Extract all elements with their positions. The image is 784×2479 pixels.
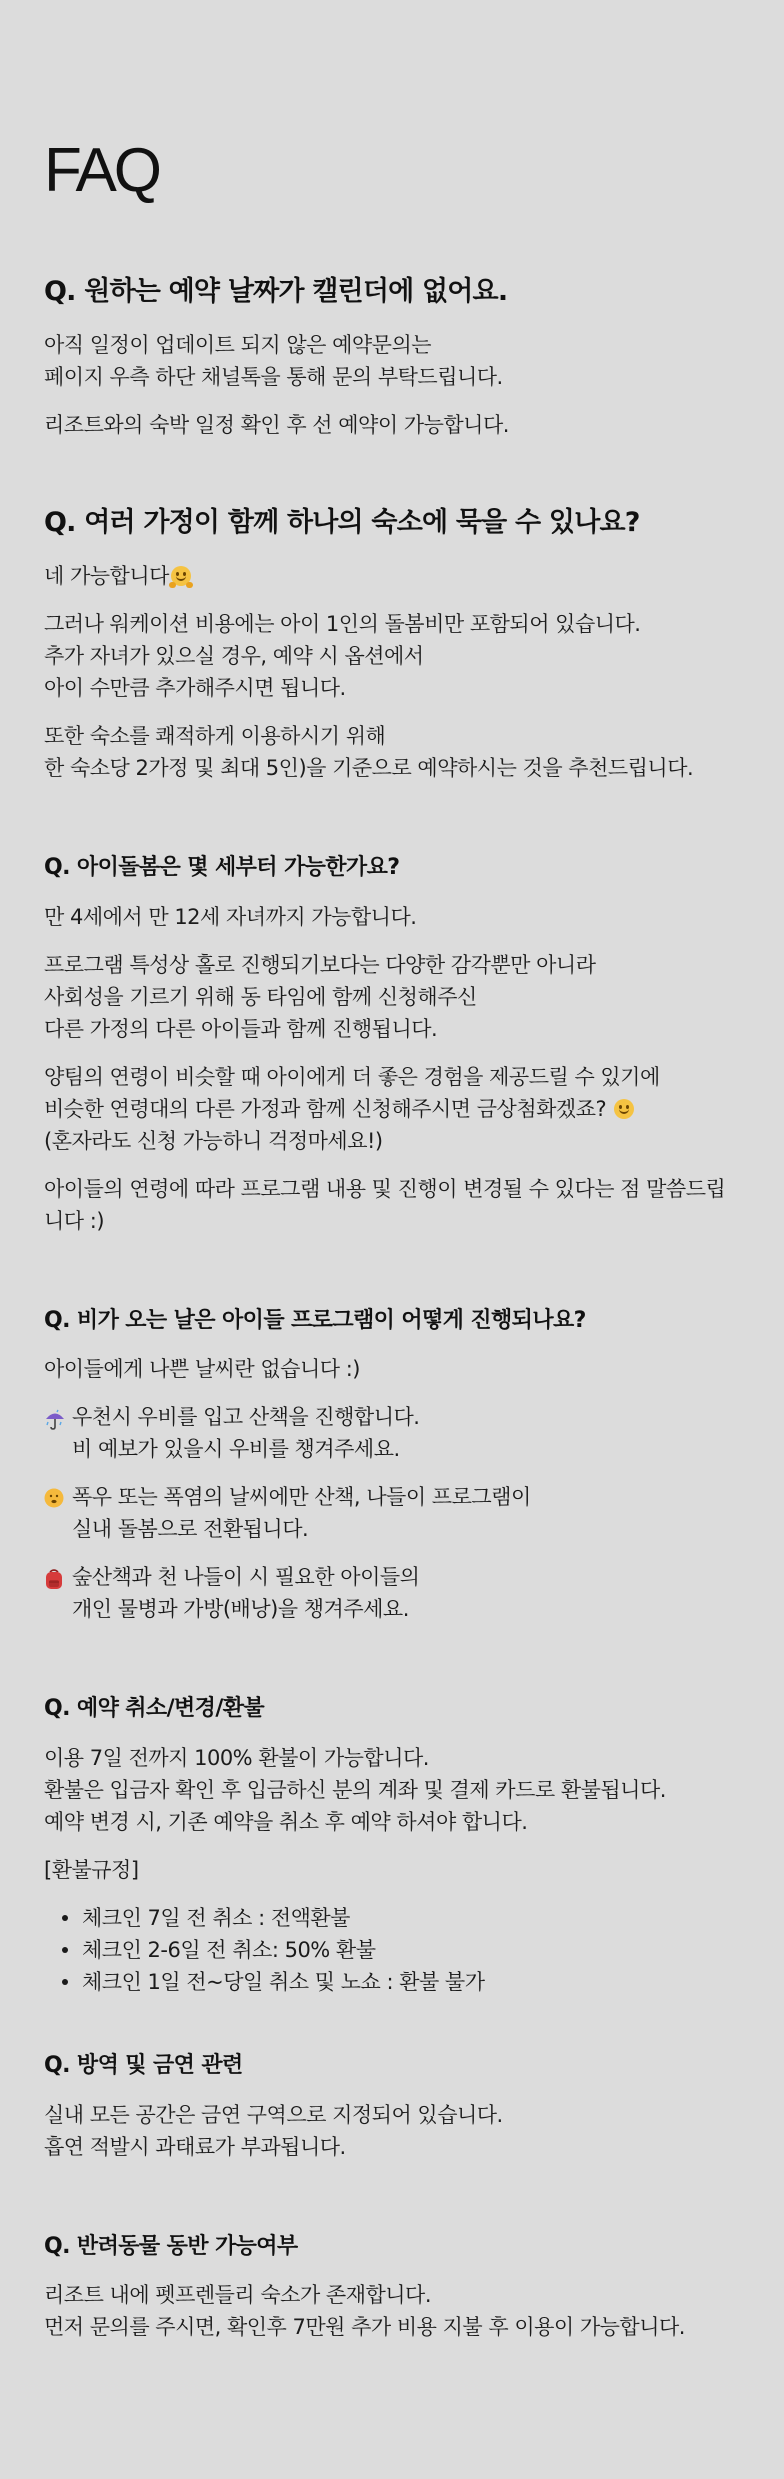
faq-answer-paragraph [44, 1742, 740, 1838]
faq-answer-paragraph [44, 1061, 740, 1157]
rain-tip-item [44, 1561, 740, 1625]
faq-question: Q. 방역 및 금연 관련 [44, 2052, 243, 2078]
faq-answer-paragraph [44, 1353, 740, 1385]
answer-line: 폭우 또는 폭염의 날씨에만 산책, 나들이 프로그램이 [72, 1485, 531, 1510]
faq-question: Q. 원하는 예약 날짜가 캘린더에 없어요. [44, 276, 508, 307]
answer-line: 리조트와의 숙박 일정 확인 후 선 예약이 가능합니다. [44, 413, 509, 438]
answer-line: 이용 7일 전까지 100% 환불이 가능합니다. [44, 1745, 429, 1770]
answer-line: 양팀의 연령이 비슷할 때 아이에게 더 좋은 경험을 제공드릴 수 있기에 [44, 1064, 660, 1089]
faq-answer-paragraph [44, 1173, 740, 1237]
faq-answer-paragraph [44, 2279, 740, 2343]
faq-answer-paragraph [44, 901, 740, 933]
faq-section-refund [44, 1695, 740, 1998]
refund-rules-list [44, 1902, 740, 1998]
answer-line: 예약 변경 시, 기존 예약을 취소 후 예약 하셔야 합니다. [44, 1809, 528, 1834]
answer-line: 실내 돌봄으로 전환됩니다. [72, 1517, 309, 1542]
answer-line: 아이들에게 나쁜 날씨란 없습니다 :) [44, 1357, 360, 1382]
faq-answer-paragraph [44, 2099, 740, 2163]
faq-section-calendar [44, 274, 740, 441]
answer-line: 네 가능합니다 [44, 564, 169, 589]
hugging-face-emoji-icon [171, 566, 191, 586]
umbrella-rain-icon [44, 1401, 72, 1430]
answer-line: 우천시 우비를 입고 산책을 진행합니다. [72, 1405, 420, 1430]
backpack-icon [44, 1561, 72, 1590]
answer-line: 추가 자녀가 있으실 경우, 예약 시 옵션에서 [44, 644, 424, 669]
answer-line: 비 예보가 있을시 우비를 챙겨주세요. [72, 1437, 400, 1462]
faq-section-smoking [44, 2052, 740, 2163]
refund-policy-heading: [환불규정] [44, 1857, 139, 1882]
answer-line: 아이들의 연령에 따라 프로그램 내용 및 진행이 변경될 수 있다는 점 말씀드립니다 :) [44, 1176, 726, 1233]
answer-line: 리조트 내에 펫프렌들리 숙소가 존재합니다. [44, 2283, 432, 2308]
answer-line: 아직 일정이 업데이트 되지 않은 예약문의는 [44, 333, 432, 358]
answer-line: 또한 숙소를 쾌적하게 이용하시기 위해 [44, 724, 386, 749]
answer-line: 아이 수만큼 추가해주시면 됩니다. [44, 676, 346, 701]
faq-question: Q. 비가 오는 날은 아이들 프로그램이 어떻게 진행되나요? [44, 1307, 586, 1333]
faq-question: Q. 여러 가정이 함께 하나의 숙소에 묵을 수 있나요? [44, 507, 640, 539]
answer-line: 만 4세에서 만 12세 자녀까지 가능합니다. [44, 904, 417, 929]
answer-line: 다른 가정의 다른 아이들과 함께 진행됩니다. [44, 1016, 438, 1041]
faq-answer-paragraph [44, 409, 740, 441]
list-item: 체크인 7일 전 취소 : 전액환불 [62, 1902, 740, 1934]
faq-answer-paragraph [44, 329, 740, 393]
list-item: 체크인 2-6일 전 취소: 50% 환불 [62, 1934, 740, 1966]
faq-answer-paragraph [44, 949, 740, 1045]
list-item: 체크인 1일 전~당일 취소 및 노쇼 : 환불 불가 [62, 1966, 740, 1998]
faq-question: Q. 반려동물 동반 가능여부 [44, 2233, 298, 2259]
rain-tip-item [44, 1481, 740, 1545]
answer-line: 프로그램 특성상 홀로 진행되기보다는 다양한 감각뿐만 아니라 [44, 952, 596, 977]
page-title: FAQ [44, 136, 160, 205]
faq-section-pets [44, 2233, 740, 2344]
answer-line: 사회성을 기르기 위해 동 타임에 함께 신청해주신 [44, 984, 477, 1009]
faq-question: Q. 아이돌봄은 몇 세부터 가능한가요? [44, 855, 400, 881]
faq-section-multiple-families [44, 505, 740, 784]
rain-tip-item [44, 1401, 740, 1465]
answer-line: 페이지 우측 하단 채널톡을 통해 문의 부탁드립니다. [44, 365, 503, 390]
faq-answer-paragraph [44, 608, 740, 704]
faq-answer-paragraph [44, 1854, 740, 1886]
answer-line: 흡연 적발시 과태료가 부과됩니다. [44, 2134, 346, 2159]
faq-answer-paragraph [44, 560, 740, 592]
faq-section-rainy-day [44, 1307, 740, 1626]
answer-line: 실내 모든 공간은 금연 구역으로 지정되어 있습니다. [44, 2102, 503, 2127]
answer-line: 그러나 워케이션 비용에는 아이 1인의 돌봄비만 포함되어 있습니다. [44, 612, 641, 637]
answer-line: (혼자라도 신청 가능하니 걱정마세요!) [44, 1128, 383, 1153]
faq-section-childcare-age [44, 854, 740, 1237]
answer-line: 비슷한 연령대의 다른 가정과 함께 신청해주시면 금상첨화겠죠? [44, 1096, 607, 1121]
answer-line: 환불은 입금자 확인 후 입금하신 분의 계좌 및 결제 카드로 환불됩니다. [44, 1777, 666, 1802]
answer-line: 개인 물병과 가방(배낭)을 챙겨주세요. [72, 1597, 409, 1622]
answer-line: 숲산책과 천 나들이 시 필요한 아이들의 [72, 1565, 420, 1590]
answer-line: 한 숙소당 2가정 및 최대 5인)을 기준으로 예약하시는 것을 추천드립니다. [44, 756, 694, 781]
faq-question: Q. 예약 취소/변경/환불 [44, 1696, 265, 1722]
hot-face-emoji-icon [44, 1481, 72, 1508]
answer-line: 먼저 문의를 주시면, 확인후 7만원 추가 비용 지불 후 이용이 가능합니다. [44, 2315, 685, 2340]
faq-answer-paragraph [44, 720, 740, 784]
smiling-face-emoji-icon [614, 1099, 634, 1119]
